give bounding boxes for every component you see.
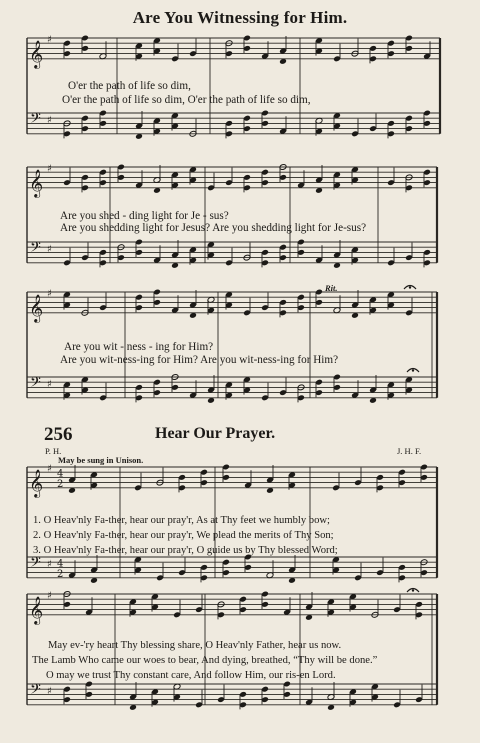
lyrics-line: Are you shedding light for Jesus? Are you shedding light for Je-sus? — [60, 222, 367, 234]
svg-text:𝄢: 𝄢 — [30, 110, 41, 131]
svg-text:♯: ♯ — [47, 558, 52, 570]
svg-text:𝄢: 𝄢 — [30, 239, 41, 260]
author-right: J. H. F. — [397, 446, 422, 456]
lyrics-line: Are you wit-ness-ing for Him? Are you wit-ness-ing for Him? — [60, 354, 339, 366]
svg-text:♯: ♯ — [47, 685, 52, 697]
author-left: P. H. — [45, 446, 62, 456]
hymn-title: Hear Our Prayer. — [155, 425, 276, 442]
svg-text:♯: ♯ — [47, 463, 52, 475]
verse-1-end: May ev-'ry heart Thy blessing share, O Heav'nly Father, hear us now. — [48, 640, 342, 651]
svg-text:𝄞: 𝄞 — [29, 168, 44, 197]
hymn-number: 256 — [44, 424, 73, 445]
performance-instruction: May be sung in Unison. — [58, 455, 144, 465]
svg-text:𝄞: 𝄞 — [29, 293, 44, 322]
lyrics-line: Are you shed - ding light for Je - sus? — [60, 210, 229, 222]
verse-2-end: The Lamb Who came our woes to bear, And dying, breathed, “Thy will be done.” — [32, 655, 378, 666]
svg-text:♯: ♯ — [47, 114, 52, 126]
svg-text:𝄢: 𝄢 — [30, 681, 41, 702]
verse-2: 2. O Heav'nly Fa-ther, hear our pray'r, We plead the merits of Thy Son; — [33, 530, 334, 541]
ritardando-marking: Rit. — [325, 283, 338, 293]
svg-text:4: 4 — [57, 558, 64, 570]
lyrics-line: O'er the path of life so dim, O'er the path of life so dim, — [62, 94, 311, 106]
svg-text:♯: ♯ — [47, 288, 52, 300]
svg-text:𝄞: 𝄞 — [29, 468, 44, 497]
svg-text:♯: ♯ — [47, 243, 52, 255]
svg-text:♯: ♯ — [47, 590, 52, 602]
svg-text:♯: ♯ — [47, 163, 52, 175]
verse-3-end: O may we trust Thy constant care, And follow Him, our ris-en Lord. — [46, 670, 336, 681]
svg-text:♯: ♯ — [47, 34, 52, 46]
lyrics-line: O'er the path of life so dim, — [68, 80, 191, 92]
verse-1: 1. O Heav'nly Fa-ther, hear our pray'r, As at Thy feet we humbly bow; — [33, 515, 330, 526]
svg-text:♯: ♯ — [47, 378, 52, 390]
lyrics-line: Are you wit - ness - ing for Him? — [64, 341, 214, 353]
verse-3: 3. O Heav'nly Fa-ther, hear our pray'r, O guide us by Thy blessed Word; — [33, 545, 338, 556]
svg-text:𝄢: 𝄢 — [30, 374, 41, 395]
svg-text:𝄞: 𝄞 — [29, 595, 44, 624]
svg-text:2: 2 — [57, 568, 64, 580]
svg-text:2: 2 — [57, 478, 64, 490]
hymn-title: Are You Witnessing for Him. — [132, 8, 348, 27]
svg-text:4: 4 — [57, 468, 64, 480]
svg-text:𝄞: 𝄞 — [29, 39, 44, 68]
svg-text:𝄢: 𝄢 — [30, 554, 41, 575]
